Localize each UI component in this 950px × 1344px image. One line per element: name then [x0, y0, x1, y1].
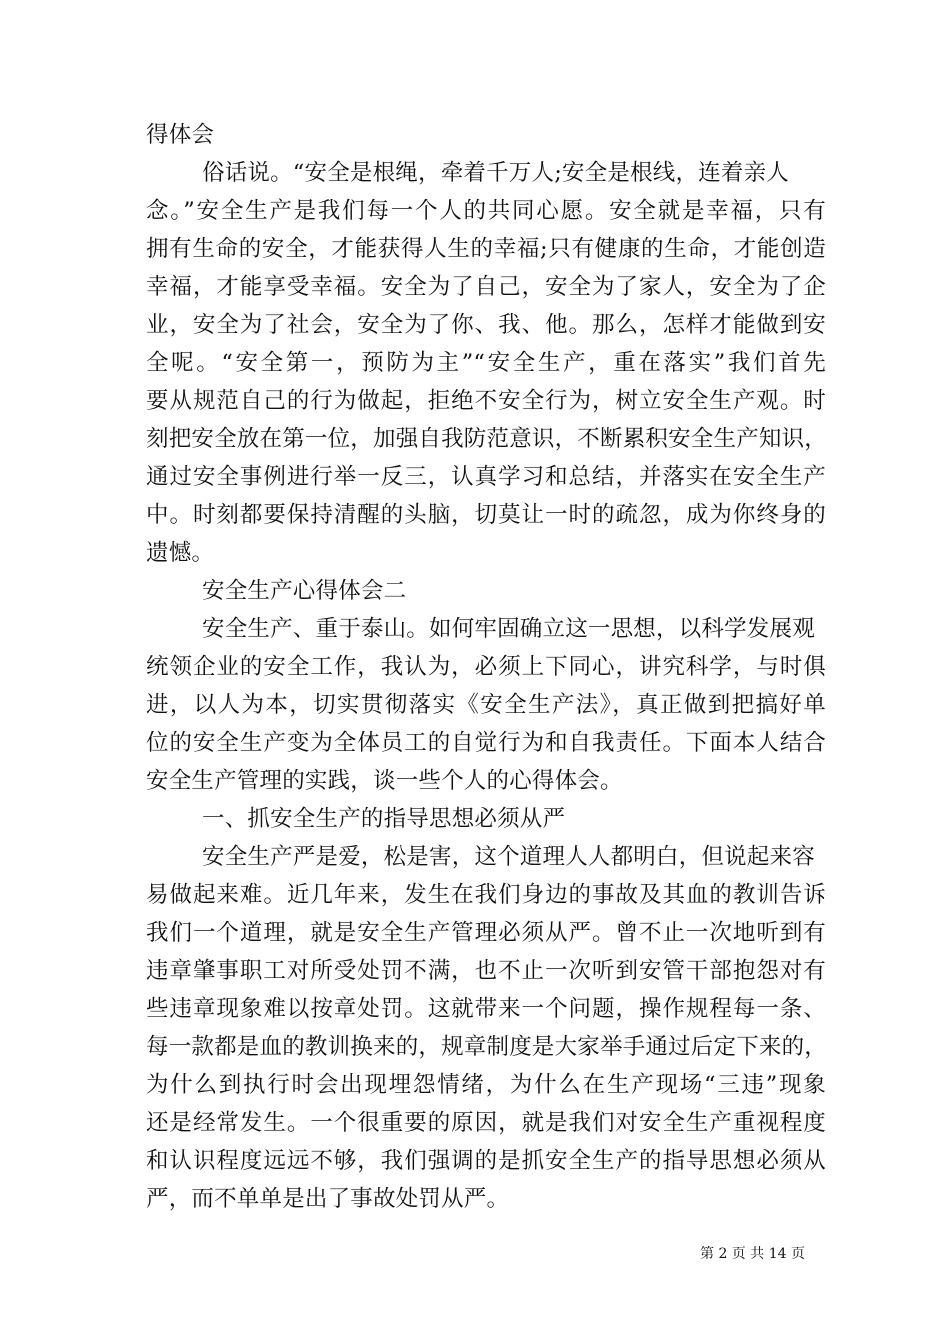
text-line: 业，安全为了社会，安全为了你、我、他。那么，怎样才能做到安 [146, 312, 826, 338]
page-number-footer: 第 2 页 共 14 页 [700, 1246, 805, 1262]
text-line: 幸福，才能享受幸福。安全为了自己，安全为了家人，安全为了企 [146, 274, 826, 300]
text-line: 全呢。“安全第一，预防为主”“安全生产，重在落实”我们首先 [146, 350, 826, 376]
text-line: 得体会 [146, 122, 215, 148]
text-line: 遗憾。 [146, 540, 215, 566]
text-line: 为什么到执行时会出现埋怨情绪，为什么在生产现场“三违”现象 [146, 1072, 826, 1098]
paragraph-first-line: 安全生产、重于泰山。如何牢固确立这一思想，以科学发展观 [202, 616, 815, 642]
text-line: 每一款都是血的教训换来的，规章制度是大家举手通过后定下来的， [146, 1034, 828, 1060]
text-line: 安全生产管理的实践，谈一些个人的心得体会。 [146, 768, 623, 794]
text-line: 念。”安全生产是我们每一个人的共同心愿。安全就是幸福，只有 [146, 198, 826, 224]
text-line: 刻把安全放在第一位，加强自我防范意识，不断累积安全生产知识， [146, 426, 828, 452]
section-heading: 安全生产心得体会二 [202, 578, 407, 604]
text-line: 些违章现象难以按章处罚。这就带来一个问题，操作规程每一条、 [146, 996, 826, 1022]
text-line: 进，以人为本，切实贯彻落实《安全生产法》，真正做到把搞好单 [146, 692, 826, 718]
text-line: 拥有生命的安全，才能获得人生的幸福;只有健康的生命，才能创造 [146, 236, 826, 262]
text-line: 违章肇事职工对所受处罚不满，也不止一次听到安管干部抱怨对有 [146, 958, 826, 984]
text-line: 统领企业的安全工作，我认为，必须上下同心，讲究科学，与时俱 [146, 654, 826, 680]
text-line: 通过安全事例进行举一反三，认真学习和总结，并落实在安全生产 [146, 464, 826, 490]
text-line: 严，而不单单是出了事故处罚从严。 [146, 1186, 510, 1212]
paragraph-first-line: 安全生产严是爱，松是害，这个道理人人都明白，但说起来容 [202, 844, 815, 870]
section-heading: 一、抓安全生产的指导思想必须从严 [202, 806, 566, 832]
paragraph-first-line: 俗话说。“安全是根绳，牵着千万人;安全是根线，连着亲人 [202, 160, 789, 186]
text-line: 我们一个道理，就是安全生产管理必须从严。曾不止一次地听到有 [146, 920, 826, 946]
text-line: 还是经常发生。一个很重要的原因，就是我们对安全生产重视程度 [146, 1110, 826, 1136]
text-line: 位的安全生产变为全体员工的自觉行为和自我责任。下面本人结合 [146, 730, 826, 756]
text-line: 中。时刻都要保持清醒的头脑，切莫让一时的疏忽，成为你终身的 [146, 502, 826, 528]
text-line: 要从规范自己的行为做起，拒绝不安全行为，树立安全生产观。时 [146, 388, 826, 414]
text-line: 易做起来难。近几年来，发生在我们身边的事故及其血的教训告诉 [146, 882, 826, 908]
text-line: 和认识程度远远不够，我们强调的是抓安全生产的指导思想必须从 [146, 1148, 826, 1174]
